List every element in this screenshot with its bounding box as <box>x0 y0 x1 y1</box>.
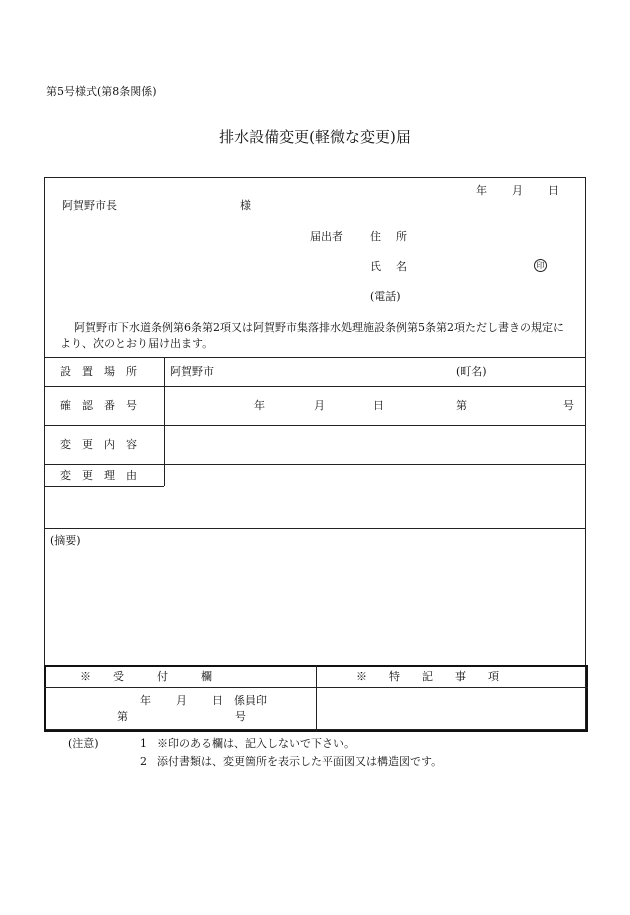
row-divider <box>44 486 164 487</box>
special-notes-header: ※ 特 記 事 項 <box>356 670 499 683</box>
row-divider <box>44 386 586 387</box>
name-label: 氏 名 <box>370 260 409 273</box>
reception-day: 日 <box>212 694 223 707</box>
row-divider <box>44 425 586 426</box>
date-month: 月 <box>512 184 523 197</box>
confirm-year: 年 <box>254 399 265 412</box>
applicant-label: 届出者 <box>310 230 343 243</box>
row-divider <box>44 357 586 358</box>
row-divider <box>44 528 586 529</box>
change-reason-label: 変 更 理 由 <box>60 469 137 482</box>
row-divider <box>44 464 586 465</box>
seal-icon: 印 <box>534 259 547 272</box>
staff-seal-label: 係員印 <box>234 694 267 707</box>
document-title: 排水設備変更(軽微な変更)届 <box>219 128 411 146</box>
confirm-label: 確 認 番 号 <box>60 399 137 412</box>
confirm-dai: 第 <box>456 399 467 412</box>
date-year: 年 <box>476 184 487 197</box>
summary-label: (摘要) <box>50 534 81 547</box>
date-day: 日 <box>548 184 559 197</box>
body-text: 阿賀野市下水道条例第6条第2項又は阿賀野市集落排水処理施設条例第5条第2項ただし書きの規定により、次のとおり届け出ます。 <box>60 321 564 350</box>
form-number: 第5号様式(第8条関係) <box>46 85 157 98</box>
column-divider <box>164 357 165 486</box>
confirm-go: 号 <box>563 399 574 412</box>
note-text: 添付書類は、変更箇所を表示した平面図又は構造図です。 <box>157 755 443 768</box>
location-label: 設 置 場 所 <box>60 365 137 378</box>
confirm-month: 月 <box>314 399 325 412</box>
location-town: (町名) <box>456 365 487 378</box>
reception-header: ※ 受 付 欄 <box>80 670 212 683</box>
reception-month: 月 <box>176 694 187 707</box>
reception-go: 号 <box>235 710 246 723</box>
change-content-label: 変 更 内 容 <box>60 438 137 451</box>
note-text: ※印のある欄は、記入しないで下さい。 <box>157 737 355 750</box>
notes-label: (注意) <box>68 737 99 750</box>
note-number: 1 <box>140 737 147 750</box>
address-label: 住 所 <box>370 230 409 243</box>
location-city: 阿賀野市 <box>170 365 214 378</box>
note-number: 2 <box>140 755 147 768</box>
phone-label: (電話) <box>370 290 401 303</box>
addressee-honorific: 様 <box>240 199 251 212</box>
reception-column-divider <box>316 665 317 732</box>
form-frame <box>44 177 586 730</box>
confirm-day: 日 <box>373 399 384 412</box>
reception-year: 年 <box>140 694 151 707</box>
addressee-name: 阿賀野市長 <box>62 199 117 212</box>
reception-dai: 第 <box>117 710 128 723</box>
